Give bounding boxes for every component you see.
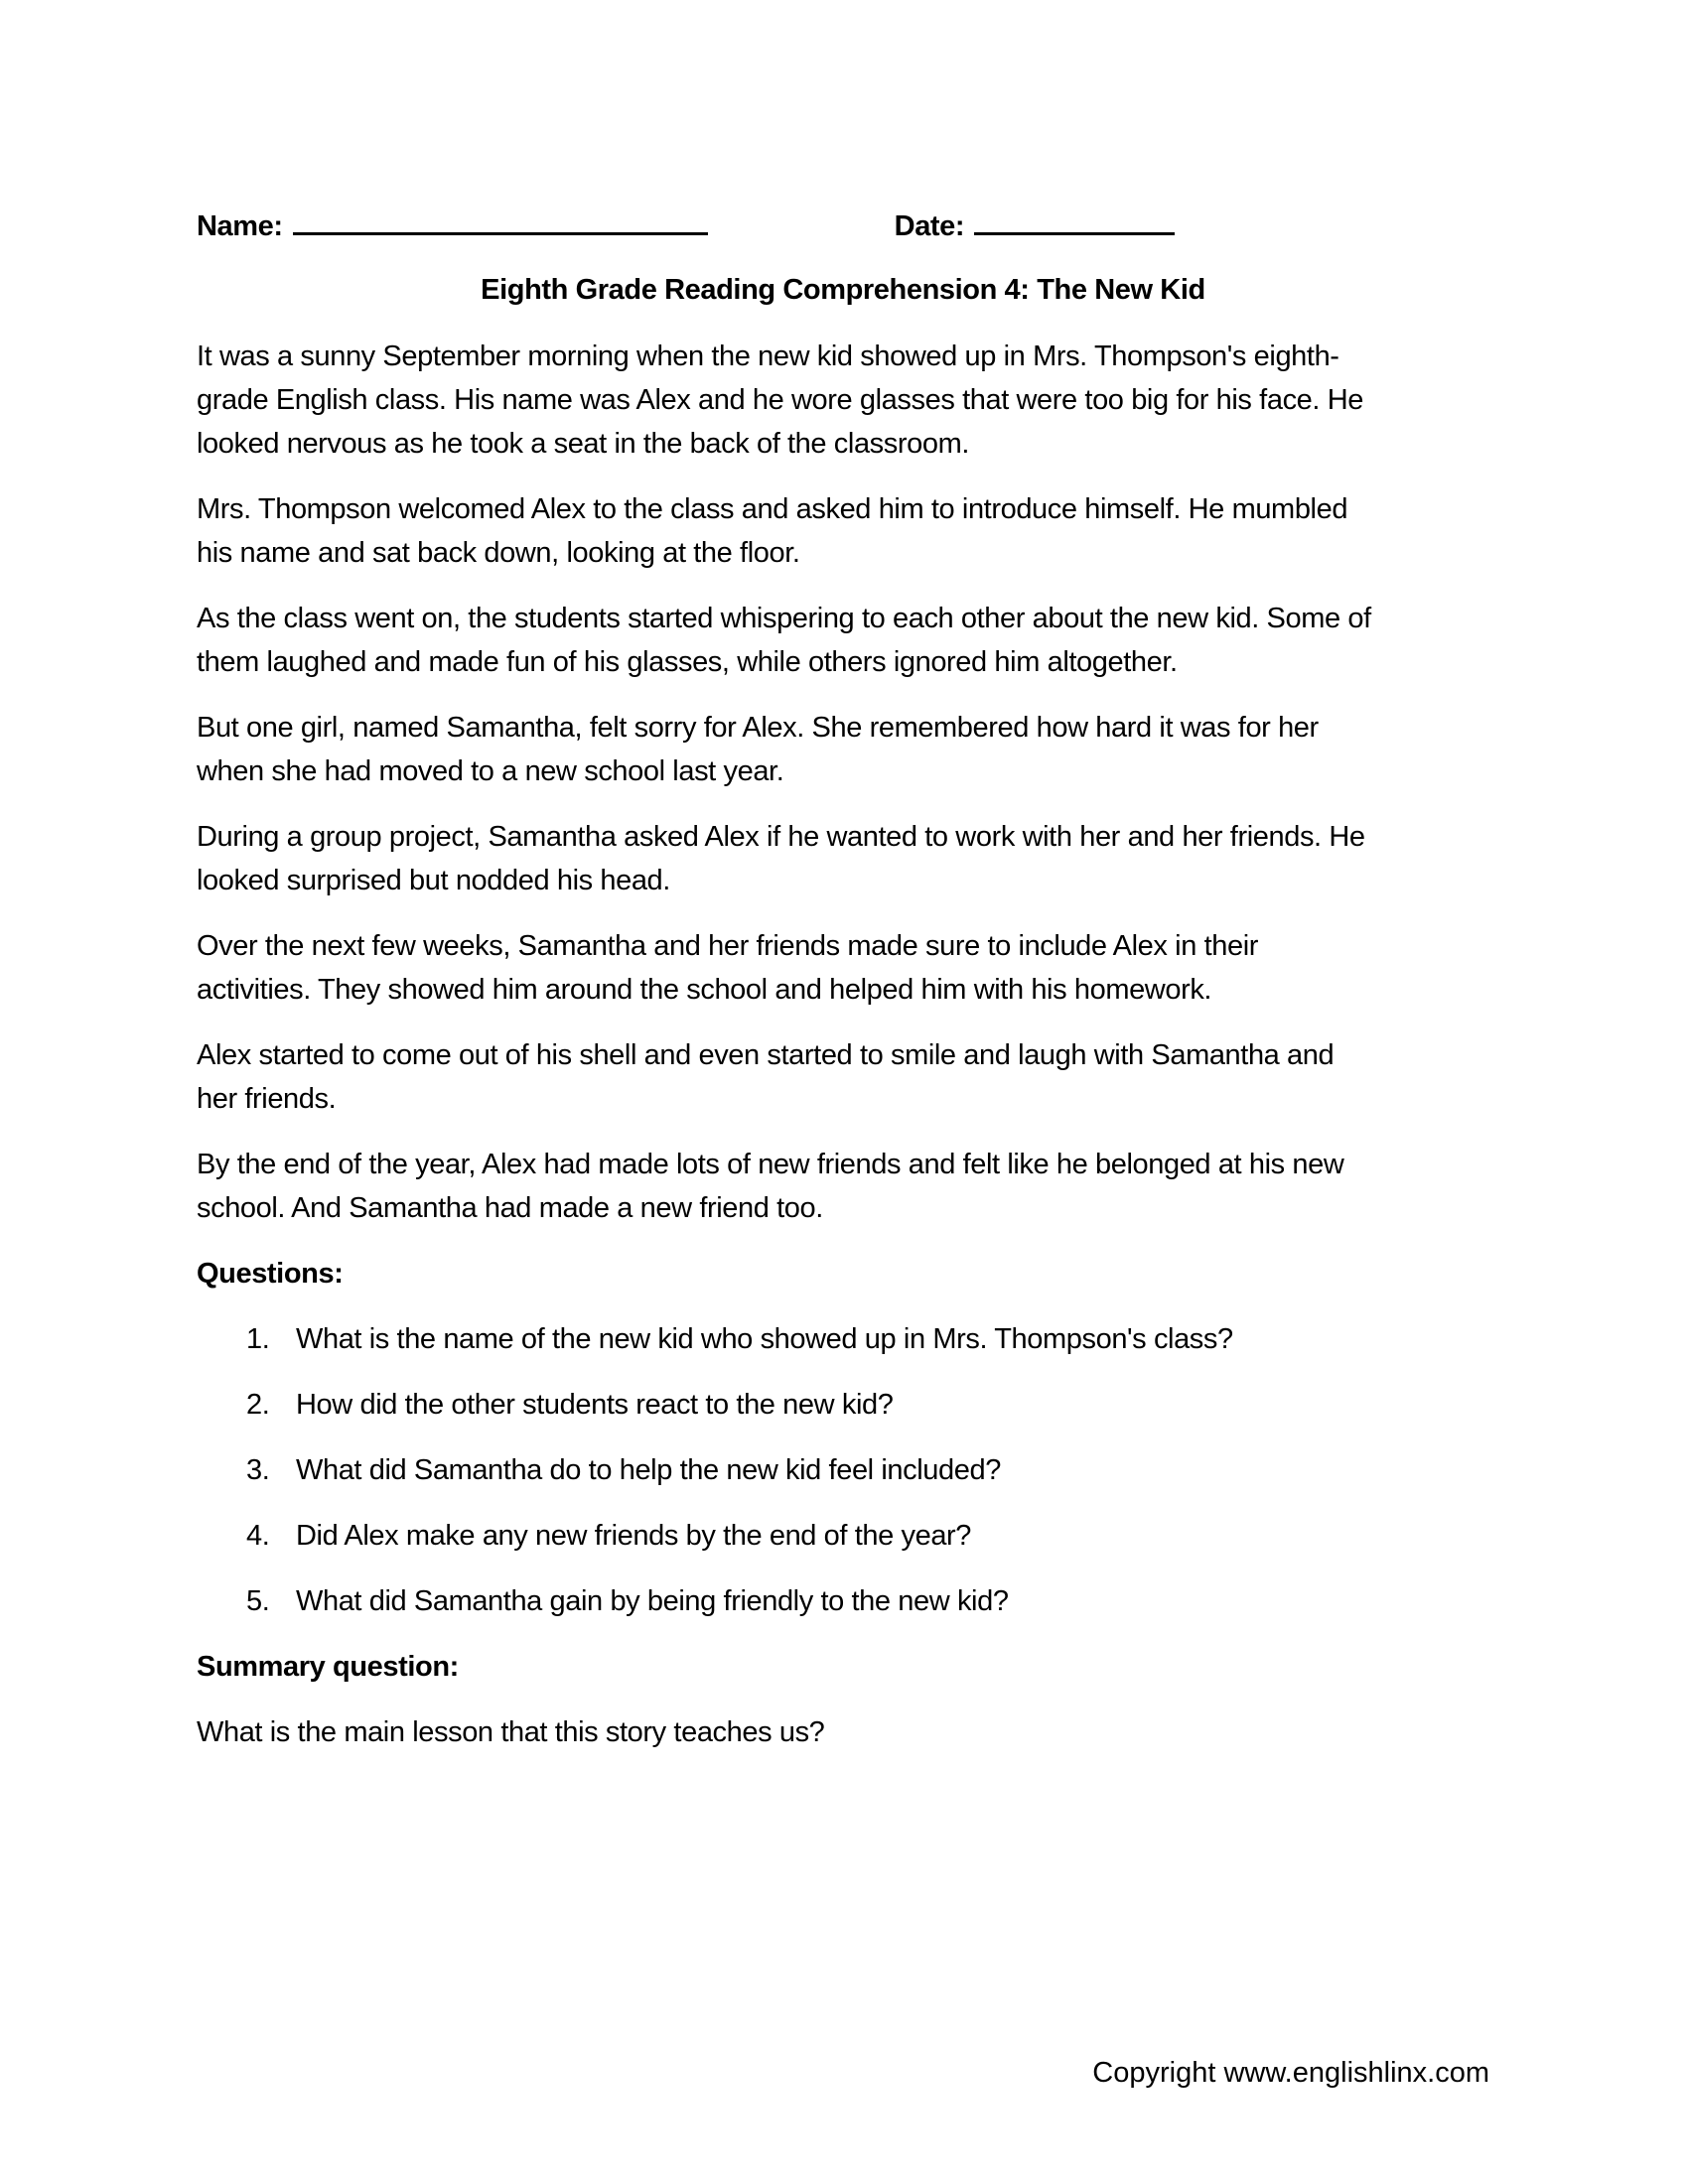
question-item xyxy=(197,1579,1489,1623)
question-text: What did Samantha do to help the new kid feel included? xyxy=(296,1454,1001,1486)
question-number: 5. xyxy=(246,1585,270,1617)
question-item xyxy=(197,1514,1489,1558)
story-paragraph: Over the next few weeks, Samantha and her friends made sure to include Alex in their activities. They showed him around the school and helped him with his homework. xyxy=(197,930,1258,1006)
story-paragraph: By the end of the year, Alex had made lots of new friends and felt like he belonged at his new school. And Samantha had made a new friend too. xyxy=(197,1149,1344,1224)
date-blank-line xyxy=(974,231,1175,235)
questions-list xyxy=(197,1317,1489,1623)
story-paragraph: But one girl, named Samantha, felt sorry for Alex. She remembered how hard it was for her when she had moved to a new school last year. xyxy=(197,712,1319,787)
name-blank-line xyxy=(293,231,708,235)
name-date-row xyxy=(197,205,1489,248)
question-text: What is the name of the new kid who showed up in Mrs. Thompson's class? xyxy=(296,1323,1233,1355)
question-number: 1. xyxy=(246,1323,270,1355)
name-label: Name: xyxy=(197,210,283,242)
worksheet-title: Eighth Grade Reading Comprehension 4: The New Kid xyxy=(481,274,1205,306)
questions-heading: Questions: xyxy=(197,1258,344,1290)
question-text: How did the other students react to the new kid? xyxy=(296,1389,894,1421)
question-item xyxy=(197,1383,1489,1427)
worksheet-content xyxy=(197,205,1489,1754)
story-paragraph: It was a sunny September morning when the new kid showed up in Mrs. Thompson's eighth- grade English class. His name was Alex and he wore glasses that were too big for his face. He looked nervous as he took a seat in the back of the classroom. xyxy=(197,341,1363,460)
question-text: What did Samantha gain by being friendly to the new kid? xyxy=(296,1585,1009,1617)
story-section xyxy=(197,335,1489,1230)
summary-question: What is the main lesson that this story teaches us? xyxy=(197,1716,825,1748)
story-paragraph: As the class went on, the students started whispering to each other about the new kid. Some of them laughed and made fun of his glasses, while others ignored him altogether. xyxy=(197,603,1371,678)
question-number: 3. xyxy=(246,1454,270,1486)
date-group xyxy=(895,205,1176,248)
question-text: Did Alex make any new friends by the end of the year? xyxy=(296,1520,972,1552)
story-paragraph: Mrs. Thompson welcomed Alex to the class and asked him to introduce himself. He mumbled his name and sat back down, looking at the floor. xyxy=(197,493,1348,569)
copyright-footer: Copyright www.englishlinx.com xyxy=(1092,2057,1489,2089)
story-paragraph: During a group project, Samantha asked Alex if he wanted to work with her and her friends. He looked surprised but nodded his head. xyxy=(197,821,1365,896)
question-number: 4. xyxy=(246,1520,270,1552)
story-paragraph: Alex started to come out of his shell and even started to smile and laugh with Samantha and her friends. xyxy=(197,1039,1335,1115)
summary-heading: Summary question: xyxy=(197,1651,459,1683)
date-label: Date: xyxy=(894,210,965,242)
question-item xyxy=(197,1448,1489,1492)
question-number: 2. xyxy=(246,1389,270,1421)
question-item xyxy=(197,1317,1489,1361)
